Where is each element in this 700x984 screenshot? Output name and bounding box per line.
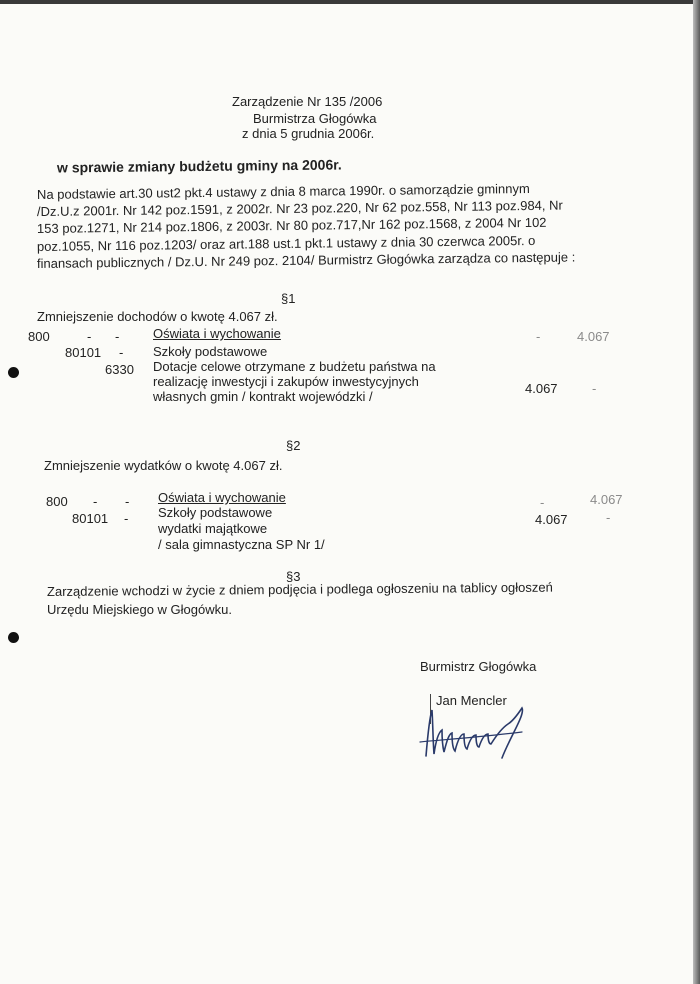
s1-row1-dash3: - [536, 329, 541, 344]
preamble-line-2: /Dz.U.z 2001r. Nr 142 poz.1591, z 2002r. Nr 23 poz.220, Nr 62 poz.558, Nr 113 poz.984, Nr [36, 197, 563, 219]
s1-row3-line1: Dotacje celowe otrzymane z budżetu państwa na [153, 359, 436, 374]
s2-row2-code: 80101 [72, 511, 109, 526]
s1-row3-dash: - [592, 381, 597, 396]
punch-hole-bottom [8, 632, 19, 643]
preamble-line-4: poz.1055, Nr 116 poz.1203/ oraz art.188 ust.1 pkt.1 ustawy z dnia 30 czerwca 2005r. o [36, 232, 536, 254]
s2-row1-dash3: - [540, 495, 545, 510]
preamble-line-5: finansach publicznych / Dz.U. Nr 249 poz. 2104/ Burmistrz Głogówka zarządza co następuje : [36, 249, 576, 271]
s2-row2-line1: Szkoły podstawowe [158, 505, 273, 520]
doc-title-number: Zarządzenie Nr 135 /2006 [232, 94, 383, 109]
section-2-intro: Zmniejszenie wydatków o kwotę 4.067 zł. [44, 458, 283, 473]
s2-row1-dash2: - [125, 494, 130, 509]
doc-date: z dnia 5 grudnia 2006r. [242, 126, 375, 141]
section-3-line-1: Zarządzenie wchodzi w życie z dniem podjęcia i podlega ogłoszeniu na tablicy ogłoszeń [46, 579, 553, 599]
s2-row2-dash2: - [606, 510, 611, 525]
document-page [0, 4, 693, 984]
section-3-heading: §3 [286, 569, 301, 584]
s1-row1-code: 800 [28, 329, 50, 344]
s1-row1-label: Oświata i wychowanie [153, 326, 281, 341]
s1-row2-dash: - [119, 345, 124, 360]
section-2-heading: §2 [286, 438, 301, 453]
s2-row1-label: Oświata i wychowanie [158, 490, 286, 505]
doc-issuer: Burmistrza Głogówka [253, 111, 377, 126]
signatory-name: Jan Mencler [436, 693, 507, 708]
signatory-title: Burmistrz Głogówka [420, 659, 537, 674]
s2-row2-amount: 4.067 [535, 512, 568, 527]
section-3-line-2: Urzędu Miejskiego w Głogówku. [47, 602, 232, 617]
s1-row1-dash1: - [87, 329, 92, 344]
s1-row3-amount: 4.067 [525, 381, 558, 396]
s2-row1-code: 800 [46, 494, 68, 509]
preamble-line-1: Na podstawie art.30 ust2 pkt.4 ustawy z dnia 8 marca 1990r. o samorządzie gminnym [36, 180, 530, 202]
s1-row2-code: 80101 [65, 345, 102, 360]
s2-row1-dash1: - [93, 494, 98, 509]
s2-row2-dash: - [124, 511, 129, 526]
s2-row2-line2: wydatki majątkowe [158, 521, 268, 536]
s1-row3-code: 6330 [105, 362, 134, 377]
preamble-line-3: 153 poz.1271, Nr 214 poz.1806, z 2003r. Nr 80 poz.717,Nr 162 poz.1568, z 2004 Nr 102 [36, 214, 547, 236]
doc-subject: w sprawie zmiany budżetu gminy na 2006r. [56, 156, 342, 176]
section-1-intro: Zmniejszenie dochodów o kwotę 4.067 zł. [37, 309, 278, 324]
s1-row1-amount: 4.067 [577, 329, 610, 344]
s2-row2-line3: / sala gimnastyczna SP Nr 1/ [158, 537, 325, 552]
punch-hole-top [8, 367, 19, 378]
section-1-heading: §1 [281, 291, 296, 306]
s1-row3-line3: własnych gmin / kontrakt wojewódzki / [153, 389, 373, 404]
s1-row3-line2: realizację inwestycji i zakupów inwestycyjnych [153, 374, 419, 389]
handwritten-signature [418, 702, 533, 764]
s1-row2-label: Szkoły podstawowe [153, 344, 268, 359]
page-edge [693, 0, 700, 984]
s2-row1-amount: 4.067 [590, 492, 623, 507]
s1-row1-dash2: - [115, 329, 120, 344]
